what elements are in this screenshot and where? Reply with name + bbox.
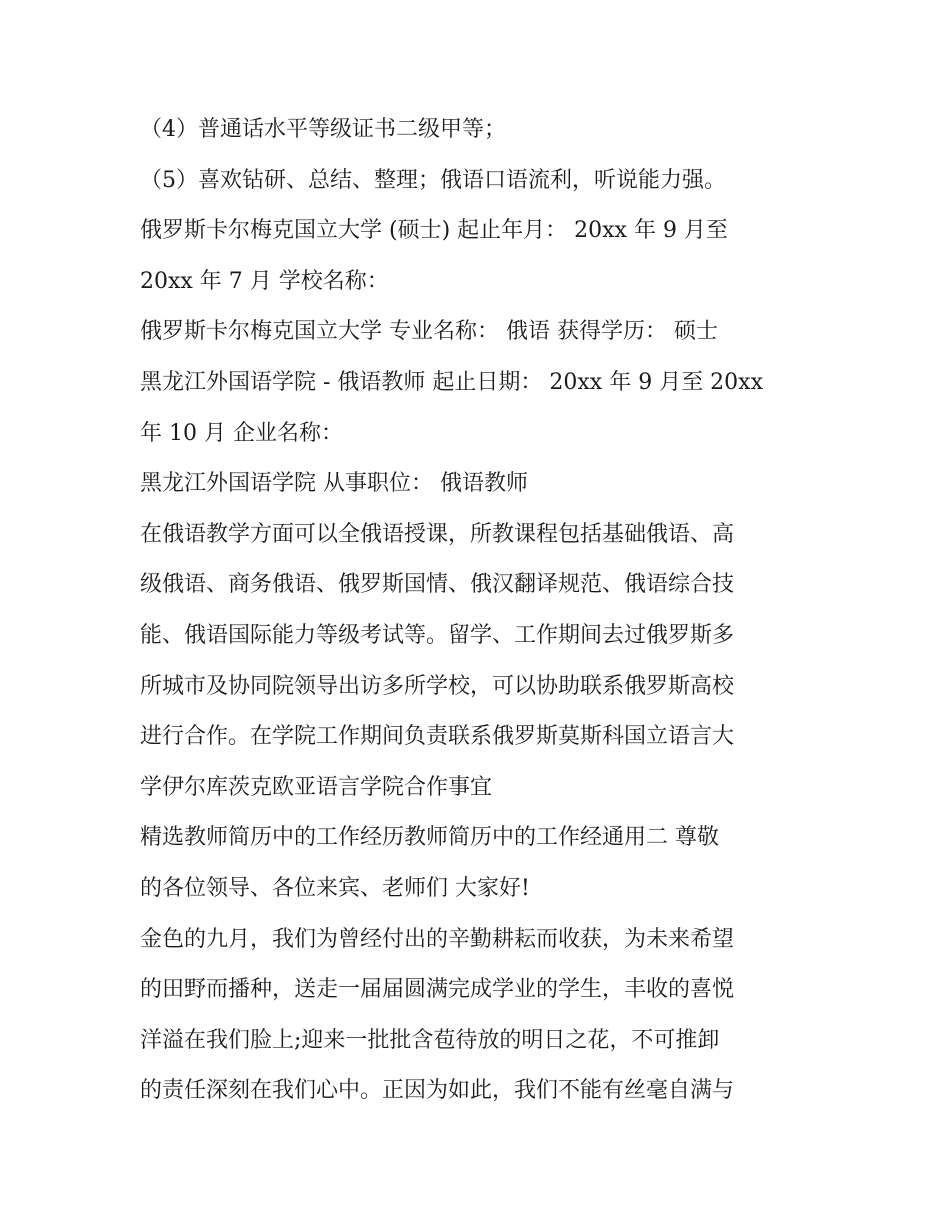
text-line: 黑龙江外国语学院 - 俄语教师 起止日期： 20xx 年 9 月至 20xx <box>140 370 763 395</box>
text-line: 俄罗斯卡尔梅克国立大学 专业名称： 俄语 获得学历： 硕士 <box>140 319 718 344</box>
text-line: 所城市及协同院领导出访多所学校，可以协助联系俄罗斯高校 <box>140 674 735 699</box>
text-line: 20xx 年 7 月 学校名称： <box>140 269 389 294</box>
text-line: 的责任深刻在我们心中。正因为如此，我们不能有丝毫自满与 <box>140 1078 735 1103</box>
text-line: 俄罗斯卡尔梅克国立大学 (硕士) 起止年月： 20xx 年 9 月至 <box>140 218 728 243</box>
text-line: 金色的九月，我们为曾经付出的辛勤耕耘而收获，为未来希望 <box>140 927 735 952</box>
text-line: 级俄语、商务俄语、俄罗斯国情、俄汉翻译规范、俄语综合技 <box>140 572 735 597</box>
text-line: 的各位领导、各位来宾、老师们 大家好! <box>140 876 530 901</box>
text-line: 的田野而播种，送走一届届圆满完成学业的学生，丰收的喜悦 <box>140 977 735 1002</box>
text-line: （5）喜欢钻研、总结、整理；俄语口语流利，听说能力强。 <box>140 168 726 193</box>
text-line: 黑龙江外国语学院 从事职位： 俄语教师 <box>140 471 528 496</box>
text-line: （4）普通话水平等级证书二级甲等； <box>140 117 506 142</box>
text-line: 进行合作。在学院工作期间负责联系俄罗斯莫斯科国立语言大 <box>140 724 735 749</box>
text-line: 能、俄语国际能力等级考试等。留学、工作期间去过俄罗斯多 <box>140 623 735 648</box>
text-line: 洋溢在我们脸上;迎来一批批含苞待放的明日之花，不可推卸 <box>140 1028 720 1053</box>
text-line: 学伊尔库茨克欧亚语言学院合作事宜 <box>140 775 493 800</box>
text-line: 精选教师简历中的工作经历教师简历中的工作经通用二 尊敬 <box>140 825 719 850</box>
text-line: 年 10 月 企业名称： <box>140 421 343 446</box>
text-line: 在俄语教学方面可以全俄语授课，所教课程包括基础俄语、高 <box>140 522 735 547</box>
